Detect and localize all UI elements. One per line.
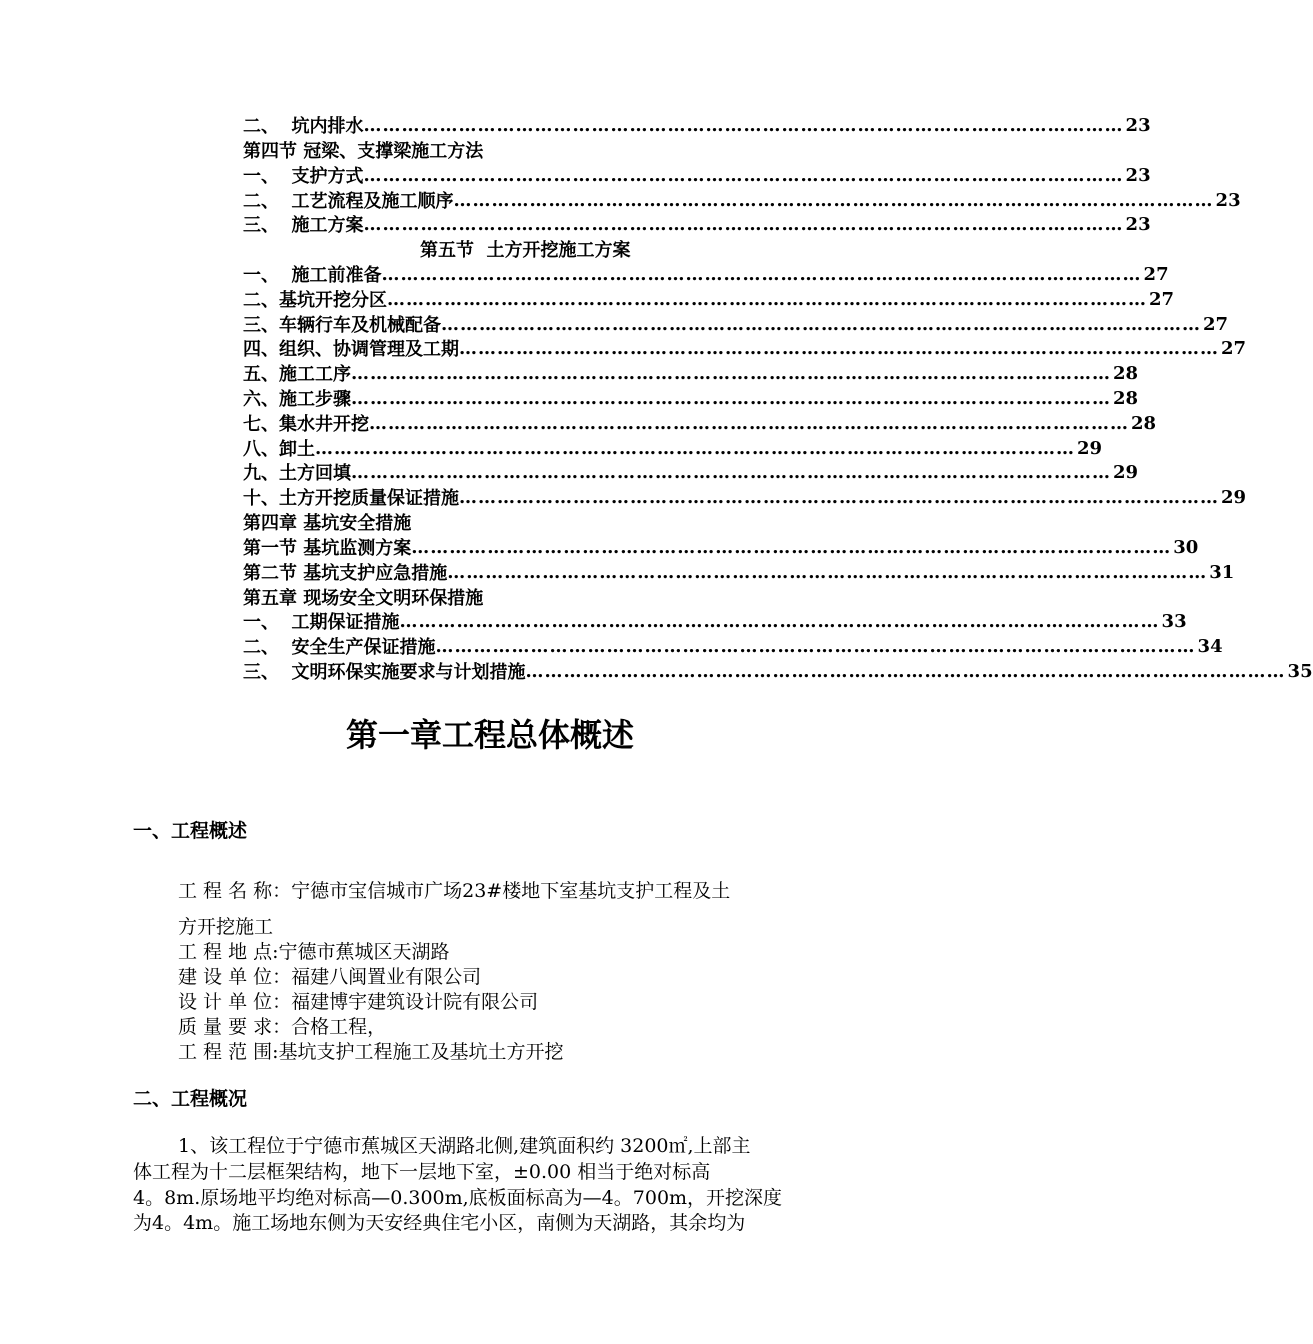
toc-heading[interactable] — [420, 237, 631, 261]
toc-entry-page: 27 — [1143, 263, 1169, 285]
toc-entry-label: 四、组织、协调管理及工期 — [243, 339, 459, 360]
toc-leader: ………………………………………………………………………………………………………… — [381, 263, 1142, 285]
toc-entry-page: 23 — [1215, 189, 1241, 211]
toc-entry-label: 二、 工艺流程及施工顺序 — [243, 191, 454, 212]
paragraph-line: 体工程为十二层框架结构，地下一层地下室，±0.00 相当于绝对标高 — [133, 1161, 711, 1183]
chapter-title: 第一章工程总体概述 — [345, 716, 634, 754]
toc-entry-page: 23 — [1125, 164, 1151, 186]
toc-leader: ………………………………………………………………………………………………………… — [441, 313, 1201, 335]
section-heading: 二、工程概况 — [133, 1088, 248, 1110]
toc-entry-label: 一、 施工前准备 — [243, 265, 382, 286]
toc-entry-label: 十、土方开挖质量保证措施 — [243, 488, 459, 509]
toc-entry[interactable] — [243, 659, 1313, 683]
toc-heading[interactable] — [243, 510, 411, 534]
quality-line: 质 量 要 求：合格工程， — [178, 1016, 387, 1038]
toc-leader: ………………………………………………………………………………………………………… — [363, 213, 1124, 235]
toc-heading[interactable] — [243, 585, 483, 609]
toc-entry[interactable] — [243, 336, 1247, 360]
toc-leader: ………………………………………………………………………………………………………… — [453, 189, 1214, 211]
toc-leader: ………………………………………………………………………………………………………… — [369, 412, 1129, 434]
toc-entry[interactable] — [243, 386, 1139, 410]
toc-entry[interactable] — [243, 361, 1139, 385]
toc-entry-label: 第二节 基坑支护应急措施 — [243, 563, 448, 584]
toc-entry[interactable] — [243, 287, 1175, 311]
toc-entry-label: 第五节 土方开挖施工方案 — [420, 240, 631, 261]
toc-entry-label: 八、卸土 — [243, 439, 315, 460]
toc-entry-page: 35 — [1287, 660, 1313, 682]
section-heading: 一、工程概述 — [133, 820, 248, 842]
toc-entry-page: 30 — [1173, 536, 1199, 558]
toc-entry-label: 一、 工期保证措施 — [243, 612, 400, 633]
toc-entry-page: 29 — [1221, 486, 1247, 508]
project-name-line-cont: 方开挖施工 — [178, 916, 274, 938]
toc-entry[interactable] — [243, 188, 1241, 212]
toc-entry-label: 第四节 冠梁、支撑梁施工方法 — [243, 141, 484, 162]
toc-leader: ………………………………………………………………………………………………………… — [363, 114, 1124, 136]
toc-entry-page: 27 — [1203, 313, 1229, 335]
toc-leader: ………………………………………………………………………………………………………… — [459, 486, 1219, 508]
toc-entry[interactable] — [243, 485, 1247, 509]
toc-entry-label: 三、 施工方案 — [243, 215, 364, 236]
scope-line: 工 程 范 围:基坑支护工程施工及基坑土方开挖 — [178, 1041, 564, 1063]
toc-entry-label: 九、土方回填 — [243, 463, 351, 484]
client-line: 建 设 单 位：福建八闽置业有限公司 — [178, 966, 482, 988]
toc-entry[interactable] — [243, 262, 1169, 286]
paragraph-line: 为4。4m。施工场地东侧为天安经典住宅小区，南侧为天湖路，其余均为 — [133, 1212, 746, 1234]
toc-entry-label: 三、 文明环保实施要求与计划措施 — [243, 662, 526, 683]
toc-entry[interactable] — [243, 535, 1199, 559]
toc-leader: ………………………………………………………………………………………………………… — [351, 461, 1111, 483]
toc-entry[interactable] — [243, 212, 1151, 236]
toc-entry[interactable] — [243, 634, 1223, 658]
toc-entry[interactable] — [243, 436, 1103, 460]
designer-line: 设 计 单 位：福建博宇建筑设计院有限公司 — [178, 991, 539, 1013]
toc-entry-page: 34 — [1197, 635, 1223, 657]
toc-entry-label: 第一节 基坑监测方案 — [243, 538, 412, 559]
toc-leader: ………………………………………………………………………………………………………… — [411, 536, 1172, 558]
project-location-line: 工 程 地 点:宁德市蕉城区天湖路 — [178, 941, 450, 963]
paragraph-line: 1、该工程位于宁德市蕉城区天湖路北侧,建筑面积约 3200㎡,上部主 — [178, 1135, 751, 1157]
toc-entry-label: 七、集水井开挖 — [243, 414, 369, 435]
toc-entry-page: 28 — [1113, 387, 1139, 409]
toc-entry-label: 六、施工步骤 — [243, 389, 351, 410]
toc-leader: ………………………………………………………………………………………………………… — [525, 660, 1286, 682]
paragraph-line: 4。8m.原场地平均绝对标高—0.300m,底板面标高为—4。700m，开挖深度 — [133, 1187, 783, 1209]
toc-entry-label: 二、基坑开挖分区 — [243, 290, 387, 311]
toc-entry-page: 27 — [1149, 288, 1175, 310]
toc-entry-page: 28 — [1113, 362, 1139, 384]
toc-leader: ………………………………………………………………………………………………………… — [315, 437, 1075, 459]
toc-leader: ………………………………………………………………………………………………………… — [351, 387, 1111, 409]
toc-leader: ………………………………………………………………………………………………………… — [435, 635, 1196, 657]
toc-entry-label: 五、施工工序 — [243, 364, 351, 385]
toc-entry-page: 27 — [1221, 337, 1247, 359]
toc-entry[interactable] — [243, 113, 1151, 137]
toc-leader: ………………………………………………………………………………………………………… — [459, 337, 1219, 359]
toc-entry-label: 三、车辆行车及机械配备 — [243, 315, 441, 336]
toc-leader: ………………………………………………………………………………………………………… — [363, 164, 1124, 186]
toc-entry-page: 33 — [1161, 610, 1187, 632]
toc-entry-page: 29 — [1077, 437, 1103, 459]
toc-entry-page: 31 — [1209, 561, 1235, 583]
project-name-line: 工 程 名 称：宁德市宝信城市广场23#楼地下室基坑支护工程及土 — [178, 880, 731, 902]
toc-entry[interactable] — [243, 460, 1139, 484]
toc-entry-label: 一、 支护方式 — [243, 166, 364, 187]
toc-heading[interactable] — [243, 138, 483, 162]
toc-entry-label: 二、 安全生产保证措施 — [243, 637, 436, 658]
toc-leader: ………………………………………………………………………………………………………… — [447, 561, 1208, 583]
toc-entry-page: 28 — [1131, 412, 1157, 434]
toc-leader: ………………………………………………………………………………………………………… — [351, 362, 1111, 384]
toc-entry-label: 第五章 现场安全文明环保措施 — [243, 588, 484, 609]
toc-entry[interactable] — [243, 411, 1157, 435]
toc-entry[interactable] — [243, 312, 1229, 336]
toc-entry-page: 29 — [1113, 461, 1139, 483]
toc-entry-label: 二、 坑内排水 — [243, 116, 364, 137]
toc-entry[interactable] — [243, 609, 1187, 633]
toc-entry-page: 23 — [1125, 213, 1151, 235]
toc-entry[interactable] — [243, 163, 1151, 187]
toc-entry[interactable] — [243, 560, 1235, 584]
toc-entry-label: 第四章 基坑安全措施 — [243, 513, 412, 534]
toc-leader: ………………………………………………………………………………………………………… — [387, 288, 1147, 310]
toc-leader: ………………………………………………………………………………………………………… — [399, 610, 1160, 632]
toc-entry-page: 23 — [1125, 114, 1151, 136]
